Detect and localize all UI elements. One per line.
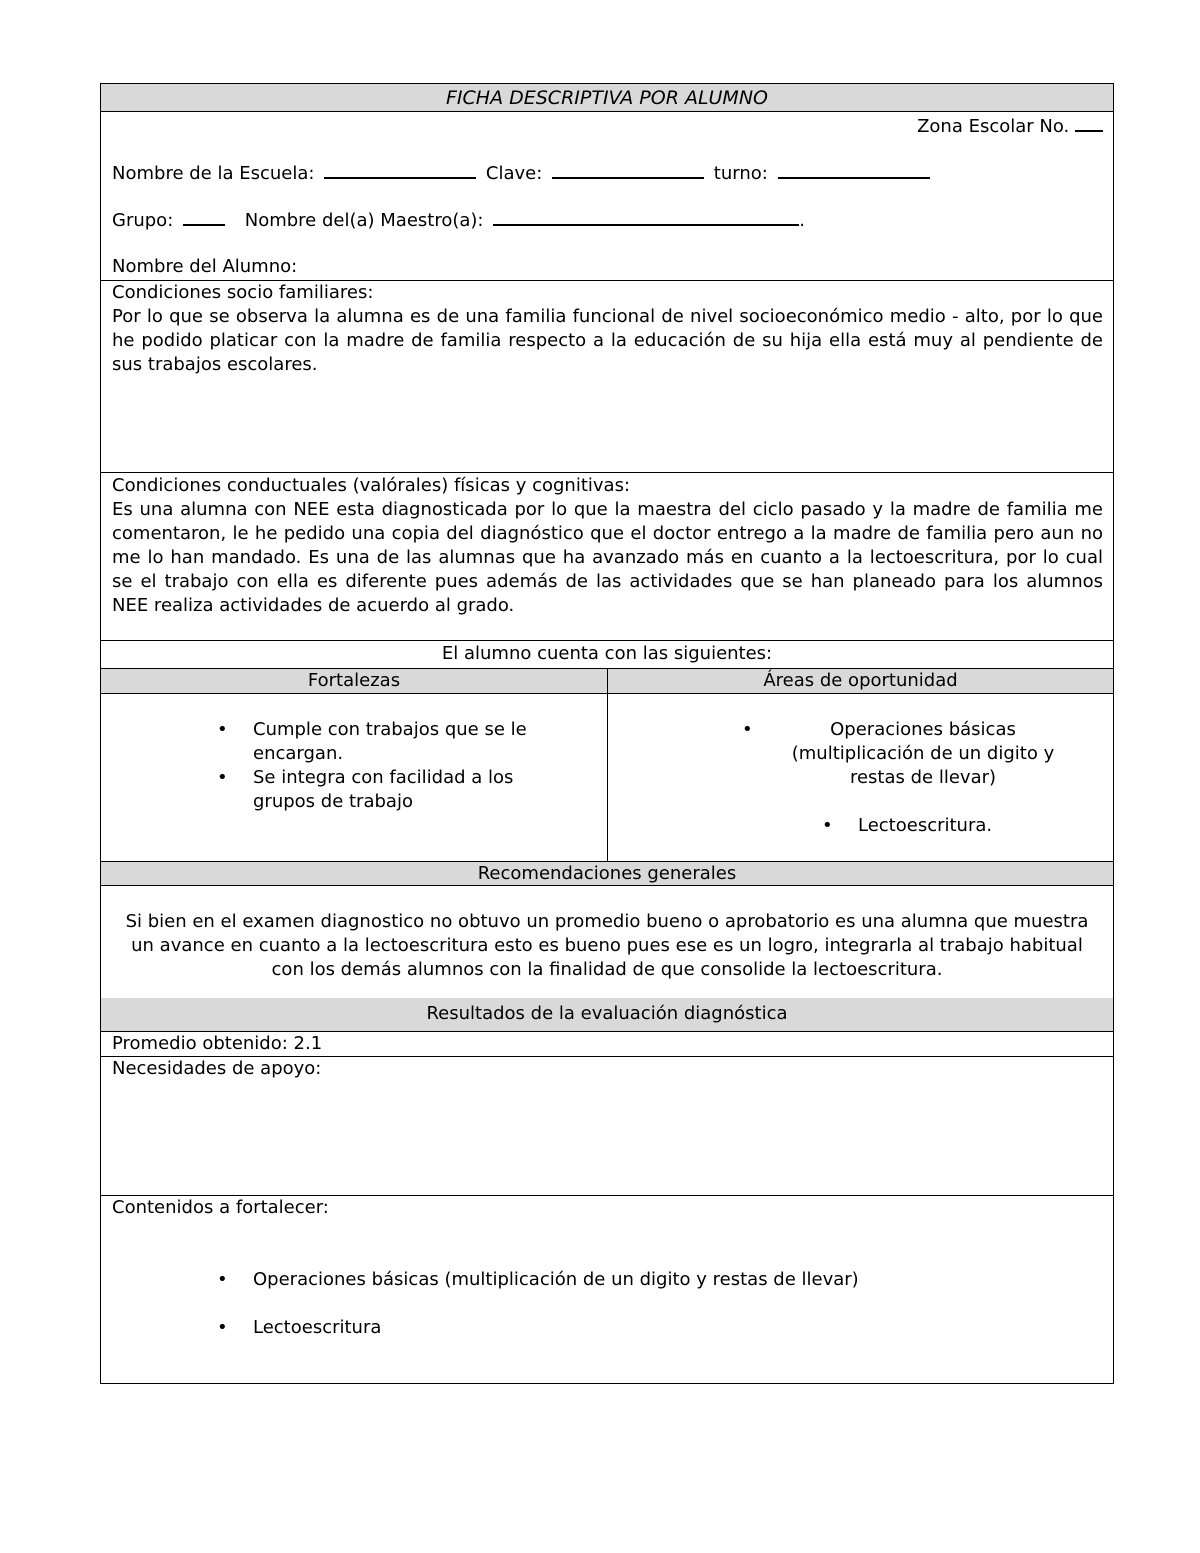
maestro-field[interactable] <box>493 208 799 226</box>
socio-familiares-label: Condiciones socio familiares: <box>112 282 374 303</box>
escuela-line <box>112 161 930 186</box>
areas-header: Áreas de oportunidad <box>763 670 958 691</box>
necesidades-section <box>101 1057 1113 1195</box>
grupo-label: Grupo: <box>112 210 174 231</box>
clave-field[interactable] <box>552 161 704 179</box>
conductuales-label: Condiciones conductuales (valórales) físicas y cognitivas: <box>112 475 631 496</box>
grupo-line <box>112 208 805 233</box>
promedio-section <box>101 1032 1113 1057</box>
socio-familiares-section <box>101 280 1113 472</box>
area-item <box>778 718 1088 790</box>
areas-column <box>608 694 1113 861</box>
zona-escolar-label: Zona Escolar No. <box>917 116 1070 137</box>
zona-escolar-line <box>917 114 1103 139</box>
alumno-label: Nombre del Alumno: <box>112 256 298 277</box>
fortaleza-item: • Cumple con trabajos que se le encargan. <box>253 718 563 766</box>
alumno-line <box>112 255 297 279</box>
fortalezas-header: Fortalezas <box>101 669 608 693</box>
maestro-label: Nombre del(a) Maestro(a): <box>244 210 484 231</box>
recomendaciones-section <box>101 886 1113 998</box>
maestro-end: . <box>799 210 805 231</box>
clave-label: Clave: <box>485 163 543 184</box>
grupo-field[interactable] <box>183 208 225 226</box>
cuenta-con-label: El alumno cuenta con las siguientes: <box>101 640 1113 668</box>
fortalezas-column <box>101 694 608 861</box>
fortalezas-areas-content <box>101 694 1113 861</box>
necesidades-label: Necesidades de apoyo: <box>112 1058 322 1079</box>
promedio-text: Promedio obtenido: 2.1 <box>112 1033 323 1054</box>
header-block <box>101 112 1113 280</box>
area-item-text: Operaciones básicas (multiplicación de un digito y restas de llevar) <box>791 719 1055 788</box>
recomendaciones-header: Recomendaciones generales <box>101 861 1113 886</box>
areas-list <box>778 718 1088 838</box>
socio-familiares-text: Por lo que se observa la alumna es de una familia funcional de nivel socioeconómico medio - alto, por lo que he podido platicar con la madre de familia respecto a la educación de su hija ella está muy al pendiente de sus trabajos escolares. <box>112 306 1103 375</box>
contenido-item: • Operaciones básicas (multiplicación de un digito y restas de llevar) <box>253 1268 859 1292</box>
fortalezas-areas-header <box>101 668 1113 694</box>
conductuales-section <box>101 472 1113 640</box>
form-title: FICHA DESCRIPTIVA POR ALUMNO <box>101 84 1113 112</box>
fortaleza-item: • Se integra con facilidad a los grupos de trabajo <box>253 766 563 814</box>
escuela-field[interactable] <box>324 161 476 179</box>
zona-escolar-field[interactable] <box>1075 114 1103 132</box>
conductuales-text: Es una alumna con NEE esta diagnosticada por lo que la maestra del ciclo pasado y la madre de familia me comentaron, le he pedido una copia del diagnóstico que el doctor entrego a la madre de familia pero aun no me lo han mandado. Es una de las alumnas que ha avanzado más en cuanto a la lectoescritura, por lo cual se el trabajo con ella es diferente pues además de las actividades que se han planeado para los alumnos NEE realiza actividades de acuerdo al grado. <box>112 499 1103 616</box>
turno-field[interactable] <box>778 161 930 179</box>
area-item: • Lectoescritura. <box>858 814 1168 838</box>
ficha-descriptiva-form <box>100 83 1114 1384</box>
resultados-header: Resultados de la evaluación diagnóstica <box>101 998 1113 1032</box>
fortalezas-list <box>253 718 563 814</box>
escuela-label: Nombre de la Escuela: <box>112 163 315 184</box>
contenido-item: • Lectoescritura <box>253 1316 859 1340</box>
turno-label: turno: <box>713 163 768 184</box>
contenidos-section <box>101 1195 1113 1383</box>
contenidos-list <box>253 1268 859 1340</box>
recomendaciones-text: Si bien en el examen diagnostico no obtuvo un promedio bueno o aprobatorio es una alumna que muestra un avance en cuanto a la lectoescritura esto es bueno pues ese es un logro, integrarla al trabajo habitual con los demás alumnos con la finalidad de que consolide la lectoescritura. <box>125 911 1089 980</box>
contenidos-label: Contenidos a fortalecer: <box>112 1197 329 1218</box>
